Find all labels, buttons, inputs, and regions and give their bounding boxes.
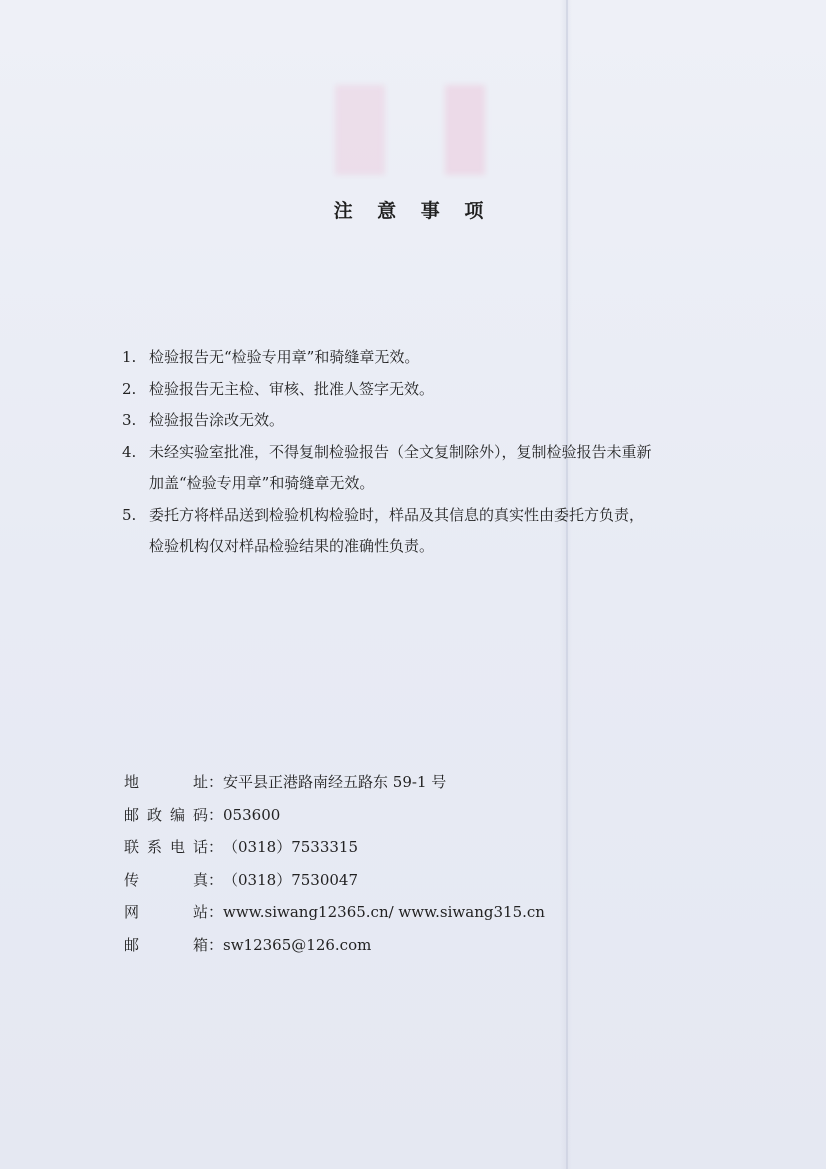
postcode-label: 邮政编码 <box>124 805 208 824</box>
label-separator: ： <box>208 903 224 921</box>
note-text <box>149 500 644 563</box>
address-label: 地 址 <box>124 773 208 791</box>
note-item <box>122 342 722 374</box>
note-number: 3. <box>122 411 137 429</box>
notes-list <box>122 342 722 563</box>
note-line: 检验报告无主检、审核、批准人签字无效。 <box>149 379 435 398</box>
website-value: www.siwang12365.cn/ www.siwang315.cn <box>223 903 545 921</box>
note-text <box>149 342 419 374</box>
fax-label: 传 真 <box>124 870 208 889</box>
note-item <box>122 500 722 563</box>
fax-value: （0318）7530047 <box>223 870 358 889</box>
note-number: 2. <box>122 379 137 398</box>
address-row <box>124 766 545 799</box>
note-number: 1. <box>122 348 137 366</box>
note-text <box>149 437 652 500</box>
email-label: 邮 箱 <box>124 935 208 954</box>
label-separator: ： <box>208 773 224 791</box>
note-line: 检验报告涂改无效。 <box>149 411 285 429</box>
label-separator: ： <box>208 870 224 889</box>
postcode-value: 053600 <box>223 805 281 824</box>
note-item <box>122 374 722 406</box>
note-line: 加盖“检验专用章”和骑缝章无效。 <box>149 474 375 492</box>
postcode-row <box>124 799 545 832</box>
note-line: 检验报告无“检验专用章”和骑缝章无效。 <box>149 348 420 366</box>
faded-stamp-mark <box>335 85 495 175</box>
website-label: 网 站 <box>124 903 208 921</box>
note-number: 4. <box>122 442 137 461</box>
note-line: 检验机构仅对样品检验结果的准确性负责。 <box>149 537 435 555</box>
note-text <box>149 405 284 437</box>
label-separator: ： <box>208 805 224 824</box>
address-value: 安平县正港路南经五路东 59-1 号 <box>223 773 447 791</box>
note-item <box>122 405 722 437</box>
contact-info <box>124 766 545 961</box>
label-separator: ： <box>208 935 224 954</box>
phone-value: （0318）7533315 <box>223 838 358 856</box>
website-row <box>124 896 545 929</box>
note-number: 5. <box>122 505 137 524</box>
email-row <box>124 929 545 962</box>
page-title: 注 意 事 项 <box>333 200 493 222</box>
fax-row <box>124 864 545 897</box>
note-line: 委托方将样品送到检验机构检验时，样品及其信息的真实性由委托方负责， <box>149 505 645 524</box>
phone-row <box>124 831 545 864</box>
note-line: 未经实验室批准，不得复制检验报告（全文复制除外），复制检验报告未重新 <box>149 442 652 461</box>
note-item <box>122 437 722 500</box>
note-text <box>149 374 434 406</box>
email-value: sw12365@126.com <box>223 935 372 954</box>
paper-fold-line <box>566 0 568 1169</box>
label-separator: ： <box>208 838 224 856</box>
phone-label: 联系电话 <box>124 838 208 856</box>
